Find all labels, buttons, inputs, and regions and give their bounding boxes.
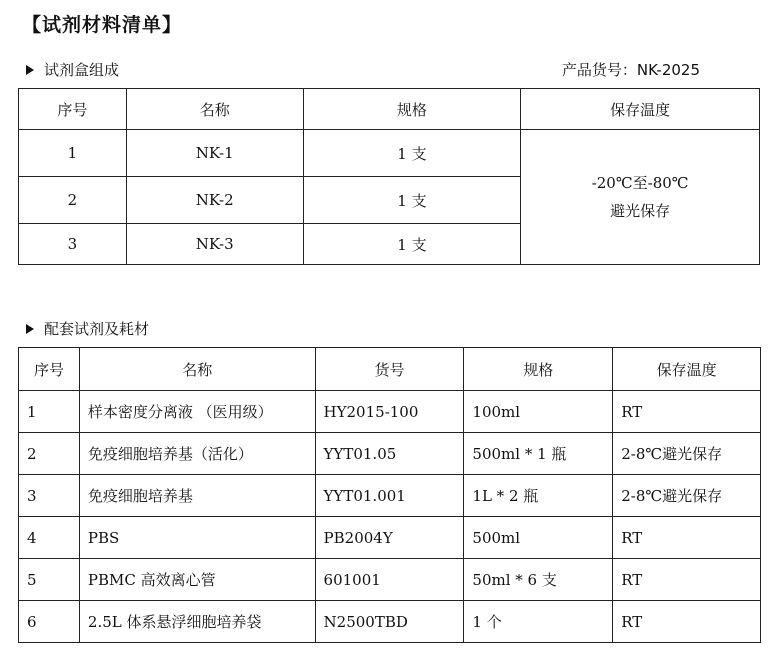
cell-spec: 500ml * 1 瓶: [464, 433, 613, 475]
cell-spec: 1 个: [464, 601, 613, 643]
kit-section-heading: [26, 59, 119, 80]
table-row: [19, 130, 760, 177]
cell-spec: 100ml: [464, 391, 613, 433]
reagent-section-heading: [26, 318, 149, 339]
page-title: 【试剂材料清单】: [22, 14, 183, 36]
cell-spec: 50ml * 6 支: [464, 559, 613, 601]
cell-no: 2: [19, 177, 127, 224]
column-header-no: 序号: [19, 348, 80, 391]
cell-storage: RT: [613, 391, 761, 433]
column-header-name: 名称: [79, 348, 315, 391]
column-header-storage: 保存温度: [613, 348, 761, 391]
kit-section-label: 试剂盒组成: [44, 61, 120, 79]
column-header-code: 货号: [315, 348, 464, 391]
cell-no: 4: [19, 517, 80, 559]
reagent-section-label: 配套试剂及耗材: [44, 320, 150, 338]
cell-name: NK-2: [126, 177, 303, 224]
cell-storage: RT: [613, 517, 761, 559]
table-row: [19, 559, 761, 601]
cell-spec: 1 支: [303, 130, 521, 177]
bullet-triangle-icon: [26, 324, 34, 334]
cell-storage: 2-8℃避光保存: [613, 475, 761, 517]
product-number: 产品货号：NK-2025: [561, 61, 700, 79]
table-row: [19, 517, 761, 559]
cell-no: 1: [19, 391, 80, 433]
table-row: [19, 391, 761, 433]
column-header-storage: 保存温度: [521, 89, 760, 130]
cell-code: HY2015-100: [315, 391, 464, 433]
table-row: [19, 475, 761, 517]
column-header-name: 名称: [126, 89, 303, 130]
reagents-table: [18, 347, 761, 643]
cell-name: PBMC 高效离心管: [79, 559, 315, 601]
cell-storage: RT: [613, 601, 761, 643]
cell-spec: 1L * 2 瓶: [464, 475, 613, 517]
cell-no: 3: [19, 224, 127, 265]
cell-storage: 2-8℃避光保存: [613, 433, 761, 475]
cell-storage: [521, 130, 760, 265]
cell-name: 样本密度分离液 （医用级）: [79, 391, 315, 433]
column-header-spec: 规格: [464, 348, 613, 391]
cell-no: 3: [19, 475, 80, 517]
cell-storage: RT: [613, 559, 761, 601]
table-header-row: [19, 348, 761, 391]
cell-code: YYT01.05: [315, 433, 464, 475]
storage-condition: 避光保存: [610, 202, 671, 220]
table-row: [19, 433, 761, 475]
cell-code: PB2004Y: [315, 517, 464, 559]
cell-no: 2: [19, 433, 80, 475]
storage-temperature: -20℃至-80℃: [591, 174, 689, 192]
cell-spec: 1 支: [303, 177, 521, 224]
table-row: [19, 601, 761, 643]
kit-components-table: [18, 88, 760, 265]
cell-name: 2.5L 体系悬浮细胞培养袋: [79, 601, 315, 643]
column-header-no: 序号: [19, 89, 127, 130]
cell-code: 601001: [315, 559, 464, 601]
cell-no: 1: [19, 130, 127, 177]
cell-name: NK-3: [126, 224, 303, 265]
cell-code: YYT01.001: [315, 475, 464, 517]
table-header-row: [19, 89, 760, 130]
column-header-spec: 规格: [303, 89, 521, 130]
cell-name: 免疫细胞培养基（活化）: [79, 433, 315, 475]
bullet-triangle-icon: [26, 65, 34, 75]
cell-name: PBS: [79, 517, 315, 559]
cell-no: 6: [19, 601, 80, 643]
cell-code: N2500TBD: [315, 601, 464, 643]
cell-name: 免疫细胞培养基: [79, 475, 315, 517]
cell-spec: 1 支: [303, 224, 521, 265]
cell-name: NK-1: [126, 130, 303, 177]
cell-no: 5: [19, 559, 80, 601]
cell-spec: 500ml: [464, 517, 613, 559]
